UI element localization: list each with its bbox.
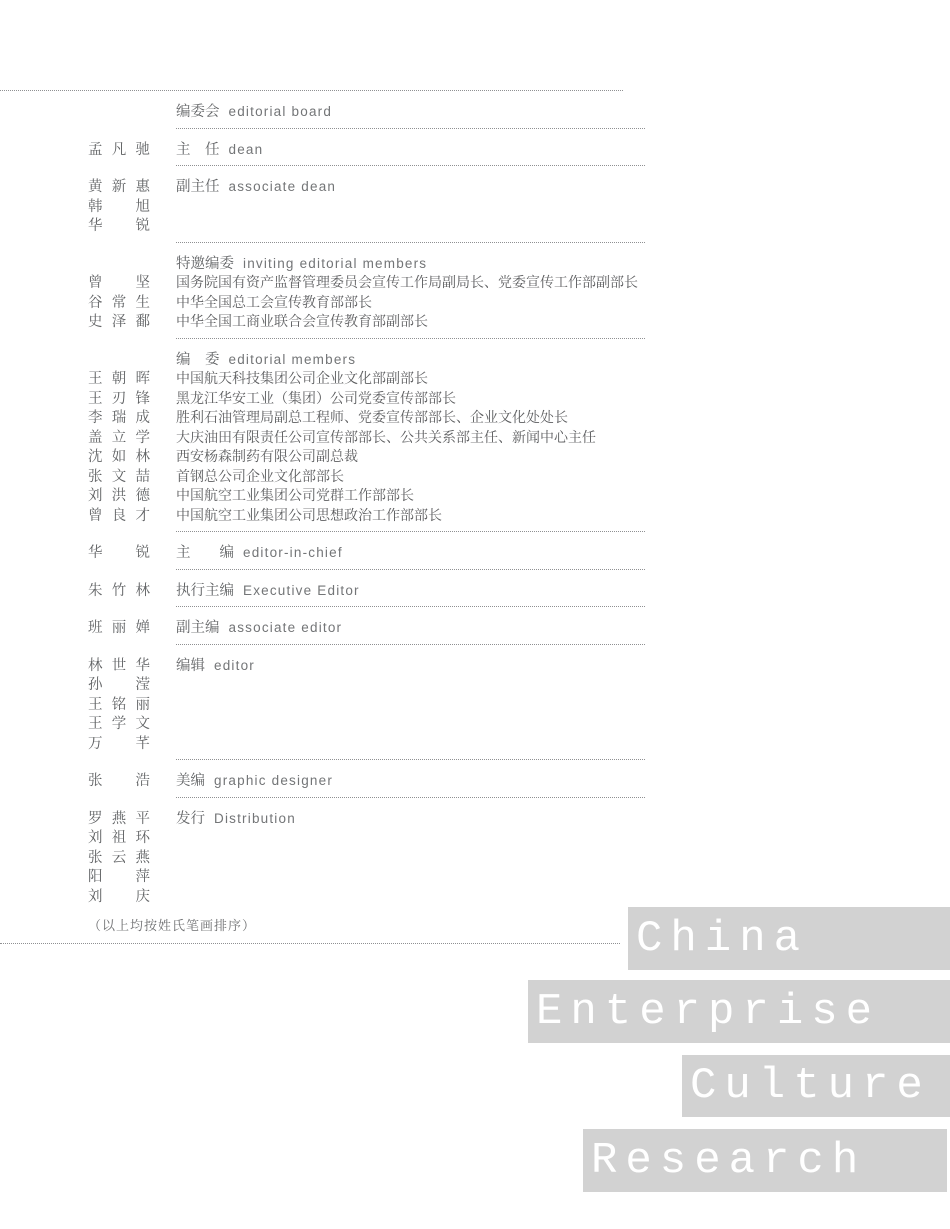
role-label-zh: 副主编 — [176, 620, 220, 636]
member-name — [88, 310, 150, 331]
masthead-row — [0, 445, 645, 465]
member-name-char: 鄱 — [135, 314, 150, 330]
masthead-row — [0, 654, 645, 674]
masthead-section — [0, 243, 645, 338]
role-label-en: Executive Editor — [243, 582, 360, 598]
member-name-char: 华 — [88, 545, 103, 561]
member-title: 中华全国工商业联合会宣传教育部副部长 — [176, 315, 428, 330]
role-label-en: editor — [214, 657, 255, 673]
masthead-section — [0, 339, 645, 532]
bottom-divider — [0, 943, 620, 944]
role-label-zh: 主 编 — [176, 545, 234, 561]
member-name — [88, 541, 150, 562]
masthead-row — [0, 138, 645, 158]
member-name — [88, 807, 150, 828]
member-title: 黑龙江华安工业（集团）公司党委宣传部部长 — [176, 391, 456, 407]
member-name-char: 丽 — [111, 620, 127, 636]
member-name-char: 张 — [88, 773, 103, 789]
member-name-char: 班 — [88, 620, 103, 636]
masthead-section — [0, 645, 645, 760]
member-name — [88, 214, 150, 235]
member-name-char: 史 — [88, 314, 103, 330]
member-name-char: 立 — [111, 429, 127, 446]
member-name-char: 孙 — [88, 677, 103, 693]
member-name-char: 曾 — [88, 507, 103, 524]
member-name-char: 良 — [111, 507, 127, 524]
member-name — [88, 826, 150, 847]
member-name — [88, 271, 150, 292]
member-name-char: 喆 — [135, 468, 150, 485]
role-label-zh: 编 委 — [176, 351, 220, 368]
masthead-row — [0, 807, 645, 827]
masthead-row — [0, 195, 645, 215]
member-name-char: 林 — [135, 449, 150, 465]
masthead-row — [0, 175, 645, 195]
member-name-char: 王 — [88, 716, 103, 732]
masthead-row — [0, 252, 645, 272]
masthead-row — [0, 712, 645, 732]
wordmark-line-enterprise: Enterprise — [528, 980, 950, 1043]
member-name-char: 成 — [135, 410, 150, 426]
member-name — [88, 291, 150, 312]
member-name-char: 华 — [135, 657, 150, 674]
masthead-section — [0, 798, 645, 913]
member-name — [88, 426, 150, 447]
member-name-char: 盖 — [88, 429, 103, 446]
member-name-char: 洪 — [111, 488, 127, 504]
masthead-row — [0, 367, 645, 387]
member-name-char: 王 — [88, 390, 103, 407]
masthead-section — [0, 532, 645, 569]
member-name-char: 庆 — [135, 888, 150, 905]
member-title: 大庆油田有限责任公司宣传部部长、公共关系部主任、新闻中心主任 — [176, 430, 596, 446]
role-label-en: graphic designer — [214, 773, 334, 788]
masthead-row — [0, 465, 645, 485]
role-label-en: Distribution — [214, 810, 296, 826]
masthead-row — [0, 348, 645, 368]
member-title: 中国航空工业集团公司党群工作部部长 — [176, 489, 414, 504]
role-label-en: associate editor — [228, 620, 343, 635]
member-name-char: 刘 — [88, 488, 103, 504]
member-name-char: 锐 — [135, 545, 150, 561]
member-name-char: 德 — [135, 488, 150, 504]
role-label-en: editorial board — [228, 104, 333, 119]
member-name-char: 新 — [111, 179, 127, 195]
member-name-char: 才 — [135, 507, 150, 524]
member-name-char: 泽 — [111, 314, 127, 330]
masthead-row — [0, 885, 645, 905]
member-name-char: 锐 — [135, 218, 150, 234]
member-name-char: 生 — [135, 294, 150, 311]
member-name-char: 云 — [111, 849, 127, 866]
member-name-char: 燕 — [111, 810, 127, 827]
role-label-en: inviting editorial members — [243, 255, 428, 271]
member-name-char: 韩 — [88, 198, 103, 215]
member-name-char: 坚 — [135, 275, 150, 291]
member-name-char: 晖 — [135, 371, 150, 387]
role-label-zh: 特邀编委 — [176, 255, 234, 272]
role-label-en: editorial members — [228, 351, 357, 367]
member-name-char: 滢 — [135, 677, 150, 693]
member-name-char: 王 — [88, 696, 103, 713]
member-name-char: 驰 — [135, 141, 150, 158]
masthead-section — [0, 570, 645, 607]
member-name-char: 李 — [88, 410, 103, 426]
member-name — [88, 504, 150, 525]
member-name — [88, 138, 150, 159]
member-name — [88, 465, 150, 486]
member-name-char: 刘 — [88, 830, 103, 846]
role-label-zh: 执行主编 — [176, 582, 234, 599]
masthead-row — [0, 541, 645, 561]
masthead-row — [0, 769, 645, 789]
member-name-char: 阳 — [88, 869, 103, 885]
member-name — [88, 769, 150, 790]
member-name-char: 婵 — [135, 620, 150, 636]
masthead-row — [0, 426, 645, 446]
role-label-zh: 副主任 — [176, 179, 220, 195]
member-name — [88, 579, 150, 600]
member-name-char: 罗 — [88, 810, 103, 827]
member-title: 中国航空工业集团公司思想政治工作部部长 — [176, 508, 442, 524]
member-name — [88, 885, 150, 906]
member-name — [88, 654, 150, 675]
role-label-zh: 发行 — [176, 810, 205, 827]
member-name-char: 锋 — [135, 390, 150, 407]
member-name-char: 文 — [135, 716, 150, 732]
member-name-char: 黄 — [88, 179, 103, 195]
member-name-char: 平 — [135, 810, 150, 827]
wordmark-line-china: China — [628, 907, 950, 970]
member-name-char: 刃 — [111, 390, 127, 407]
role-label-en: dean — [228, 141, 264, 157]
member-name — [88, 616, 150, 637]
member-name — [88, 865, 150, 886]
masthead-row — [0, 846, 645, 866]
member-name-char: 华 — [88, 218, 103, 234]
role-label-zh: 编辑 — [176, 657, 205, 674]
masthead — [0, 91, 645, 912]
member-name — [88, 846, 150, 867]
masthead-section — [0, 166, 645, 242]
member-name — [88, 175, 150, 196]
role-label-zh: 主 任 — [176, 141, 220, 158]
member-name-char: 学 — [111, 716, 127, 732]
member-title: 国务院国有资产监督管理委员会宣传工作局副局长、党委宣传工作部副部长 — [176, 276, 638, 291]
member-title: 首钢总公司企业文化部部长 — [176, 469, 344, 485]
member-name — [88, 693, 150, 714]
masthead-row — [0, 616, 645, 636]
member-name — [88, 387, 150, 408]
member-name — [88, 367, 150, 388]
member-name-char: 张 — [88, 849, 103, 866]
member-name-char: 常 — [111, 294, 127, 311]
masthead-row — [0, 865, 645, 885]
member-title: 西安杨森制药有限公司副总裁 — [176, 450, 358, 465]
role-label-en: associate dean — [228, 179, 337, 194]
member-name-char: 芊 — [135, 735, 150, 752]
member-name-char: 沈 — [88, 449, 103, 465]
member-name-char: 丽 — [135, 696, 150, 713]
role-label-zh: 美编 — [176, 773, 205, 789]
member-name-char: 文 — [111, 468, 127, 485]
masthead-section — [0, 129, 645, 166]
member-name-char: 铭 — [111, 696, 127, 713]
member-name-char: 王 — [88, 371, 103, 387]
masthead-row — [0, 214, 645, 234]
masthead-row — [0, 693, 645, 713]
member-name-char: 祖 — [111, 830, 127, 846]
member-name-char: 林 — [88, 657, 103, 674]
role-label-zh: 编委会 — [176, 104, 220, 120]
member-name — [88, 195, 150, 216]
member-name-char: 环 — [135, 830, 150, 846]
sorting-note: （以上均按姓氏笔画排序） — [88, 918, 257, 933]
member-name-char: 刘 — [88, 888, 103, 905]
member-name-char: 万 — [88, 735, 103, 752]
member-name-char: 瑞 — [111, 410, 127, 426]
masthead-row — [0, 387, 645, 407]
member-name-char: 浩 — [135, 773, 150, 789]
masthead-section — [0, 607, 645, 644]
member-name-char: 学 — [135, 429, 150, 446]
member-name-char: 凡 — [111, 141, 127, 158]
masthead-row — [0, 826, 645, 846]
role-label-en: editor-in-chief — [243, 545, 343, 560]
member-name-char: 孟 — [88, 141, 103, 158]
masthead-row — [0, 291, 645, 311]
member-name — [88, 445, 150, 466]
member-title: 胜利石油管理局副总工程师、党委宣传部部长、企业文化处处长 — [176, 411, 568, 426]
masthead-section — [0, 760, 645, 797]
member-name-char: 旭 — [135, 198, 150, 215]
member-name-char: 林 — [135, 582, 150, 599]
wordmark-line-research: Research — [583, 1129, 947, 1192]
masthead-section — [0, 91, 645, 128]
masthead-row — [0, 100, 645, 120]
member-name-char: 燕 — [135, 849, 150, 866]
member-name — [88, 484, 150, 505]
member-name-char: 如 — [111, 449, 127, 465]
member-title: 中华全国总工会宣传教育部部长 — [176, 295, 372, 311]
masthead-row — [0, 673, 645, 693]
member-name — [88, 673, 150, 694]
masthead-row — [0, 310, 645, 330]
member-name-char: 张 — [88, 468, 103, 485]
member-name-char: 朱 — [88, 582, 103, 599]
wordmark-line-culture: Culture — [682, 1055, 950, 1117]
member-name — [88, 406, 150, 427]
member-name-char: 竹 — [111, 582, 127, 599]
masthead-row — [0, 406, 645, 426]
member-name-char: 朝 — [111, 371, 127, 387]
member-name — [88, 712, 150, 733]
masthead-row — [0, 484, 645, 504]
masthead-row — [0, 579, 645, 599]
member-title: 中国航天科技集团公司企业文化部副部长 — [176, 372, 428, 387]
masthead-row — [0, 504, 645, 524]
member-name-char: 萍 — [135, 869, 150, 885]
member-name-char: 曾 — [88, 275, 103, 291]
member-name-char: 惠 — [135, 179, 150, 195]
member-name-char: 世 — [111, 657, 127, 674]
member-name-char: 谷 — [88, 294, 103, 311]
masthead-row — [0, 271, 645, 291]
member-name — [88, 732, 150, 753]
masthead-row — [0, 732, 645, 752]
